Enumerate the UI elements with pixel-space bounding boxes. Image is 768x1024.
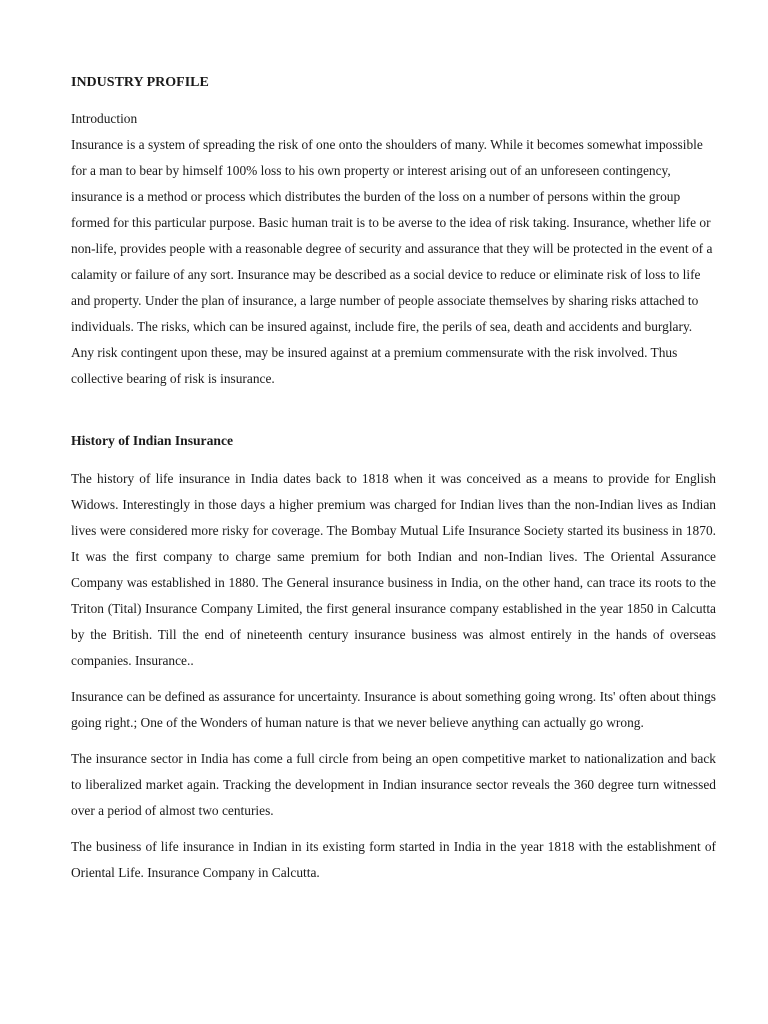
document-title: INDUSTRY PROFILE [71,75,209,90]
history-heading: History of Indian Insurance [71,433,234,448]
history-paragraph-3: The insurance sector in India has come a full circle from being an open competitive market to nationalization and back to liberalized market again. Tracking the development in Indian insurance sector reveals the 360 degree turn witnessed over a period of almost two centuries. [71,751,716,818]
history-paragraph-1: The history of life insurance in India dates back to 1818 when it was conceived as a means to provide for English Widows. Interestingly in those days a higher premium was charged for Indian lives than the non-Indian lives as Indian lives were considered more risky for coverage. The Bombay Mutual Life Insurance Society started its business in 1870. It was the first company to charge same premium for both Indian and non-Indian lives. The Oriental Assurance Company was established in 1880. The General insurance business in India, on the other hand, can trace its roots to the Triton (Tital) Insurance Company Limited, the first general insurance company established in the year 1850 in Calcutta by the British. Till the end of nineteenth century insurance business was almost entirely in the hands of overseas companies. Insurance.. [71,471,716,668]
document-page [71,70,716,886]
section-spacer [71,392,716,428]
intro-paragraph: Insurance is a system of spreading the risk of one onto the shoulders of many. While it becomes somewhat impossible for a man to bear by himself 100% loss to his own property or interest arising out of an unforeseen contingency, insurance is a method or process which distributes the burden of the loss on a number of persons within the group formed for this particular purpose. Basic human trait is to be averse to the idea of risk taking. Insurance, whether life or non-life, provides people with a reasonable degree of security and assurance that they will be protected in the event of a calamity or failure of any sort. Insurance may be described as a social device to reduce or eliminate risk of loss to life and property. Under the plan of insurance, a large number of people associate themselves by sharing risks attached to individuals. The risks, which can be insured against, include fire, the perils of sea, death and accidents and burglary. Any risk contingent upon these, may be insured against at a premium commensurate with the risk involved. Thus collective bearing of risk is insurance. [71,137,713,386]
history-paragraph-2: Insurance can be defined as assurance for uncertainty. Insurance is about something going wrong. Its' often about things going right.; One of the Wonders of human nature is that we never believe anything can actually go wrong. [71,689,716,730]
history-paragraph-4: The business of life insurance in Indian in its existing form started in India in the year 1818 with the establishment of Oriental Life. Insurance Company in Calcutta. [71,839,716,880]
intro-heading: Introduction [71,111,138,126]
